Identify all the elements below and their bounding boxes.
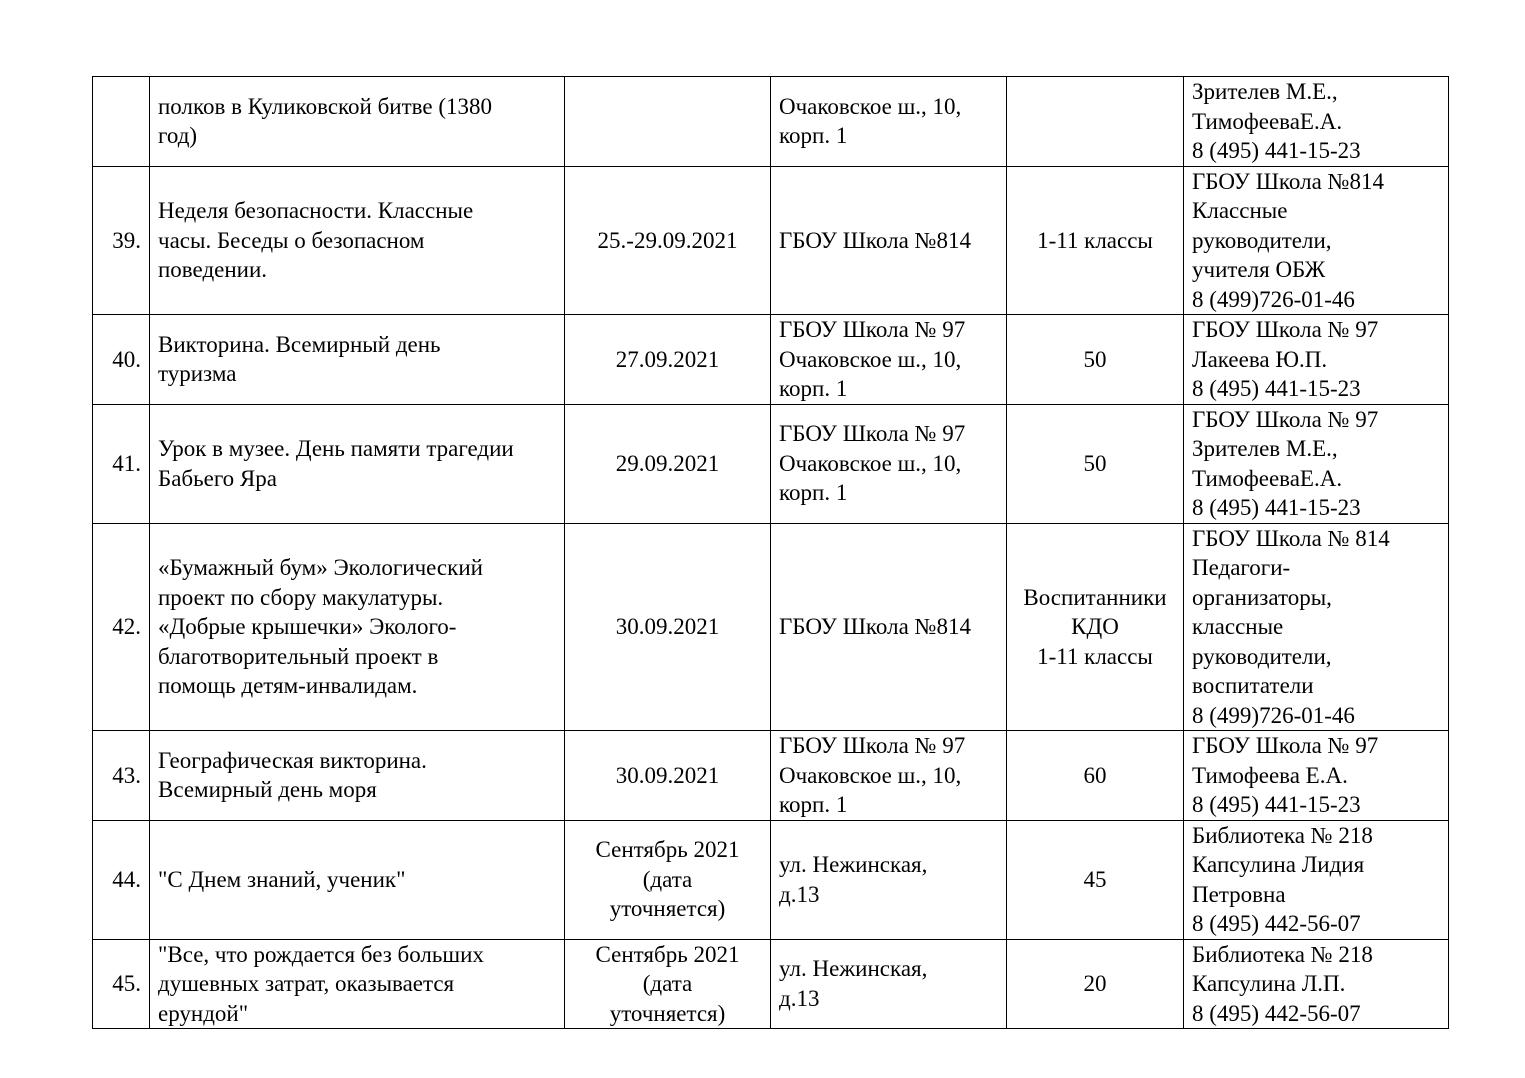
event-date: 30.09.2021 <box>565 523 771 731</box>
event-place: ГБОУ Школа № 97 Очаковское ш., 10, корп. 1 <box>771 404 1007 523</box>
event-responsible: Библиотека № 218 Капсулина Лидия Петровна 8 (495) 442-56-07 <box>1184 820 1449 939</box>
event-name: Географическая викторина. Всемирный день моря <box>150 731 565 821</box>
event-name: Урок в музее. День памяти трагедии Бабьего Яра <box>150 404 565 523</box>
event-place: Очаковское ш., 10, корп. 1 <box>771 77 1007 167</box>
event-responsible: ГБОУ Школа № 97 Тимофеева Е.А. 8 (495) 441-15-23 <box>1184 731 1449 821</box>
table-row <box>93 404 1449 523</box>
table-row <box>93 166 1449 315</box>
event-responsible: ГБОУ Школа № 814 Педагоги- организаторы, классные руководители, воспитатели 8 (499)726-01-46 <box>1184 523 1449 731</box>
event-date: 27.09.2021 <box>565 315 771 405</box>
event-place: ГБОУ Школа №814 <box>771 523 1007 731</box>
event-name: «Бумажный бум» Экологический проект по сбору макулатуры. «Добрые крышечки» Эколого- благотворительный проект в помощь детям-инвалидам. <box>150 523 565 731</box>
event-place: ул. Нежинская, д.13 <box>771 820 1007 939</box>
event-date: 30.09.2021 <box>565 731 771 821</box>
table-row <box>93 731 1449 821</box>
table-row <box>93 523 1449 731</box>
row-number: 41. <box>93 404 150 523</box>
event-date: 25.-29.09.2021 <box>565 166 771 315</box>
row-number: 39. <box>93 166 150 315</box>
table-row <box>93 939 1449 1029</box>
event-date: Сентябрь 2021 (дата уточняется) <box>565 820 771 939</box>
event-participants: 20 <box>1007 939 1184 1029</box>
row-number: 43. <box>93 731 150 821</box>
event-responsible: ГБОУ Школа № 97 Лакеева Ю.П. 8 (495) 441-15-23 <box>1184 315 1449 405</box>
event-participants: 50 <box>1007 404 1184 523</box>
event-date: Сентябрь 2021 (дата уточняется) <box>565 939 771 1029</box>
event-date <box>565 77 771 167</box>
event-responsible: ГБОУ Школа № 97 Зрителев М.Е., ТимофееваЕ.А. 8 (495) 441-15-23 <box>1184 404 1449 523</box>
event-name: "Все, что рождается без больших душевных затрат, оказывается ерундой" <box>150 939 565 1029</box>
event-name: Викторина. Всемирный день туризма <box>150 315 565 405</box>
event-place: ГБОУ Школа № 97 Очаковское ш., 10, корп. 1 <box>771 315 1007 405</box>
row-number: 45. <box>93 939 150 1029</box>
table-row <box>93 820 1449 939</box>
event-place: ГБОУ Школа №814 <box>771 166 1007 315</box>
row-number: 44. <box>93 820 150 939</box>
table-row <box>93 315 1449 405</box>
row-number: 40. <box>93 315 150 405</box>
table-row <box>93 77 1449 167</box>
event-participants: 1-11 классы <box>1007 166 1184 315</box>
event-participants: Воспитанники КДО 1-11 классы <box>1007 523 1184 731</box>
event-name: Неделя безопасности. Классные часы. Беседы о безопасном поведении. <box>150 166 565 315</box>
event-place: ГБОУ Школа № 97 Очаковское ш., 10, корп. 1 <box>771 731 1007 821</box>
event-participants: 60 <box>1007 731 1184 821</box>
events-table <box>92 76 1449 1029</box>
event-place: ул. Нежинская, д.13 <box>771 939 1007 1029</box>
event-name: полков в Куликовской битве (1380 год) <box>150 77 565 167</box>
row-number <box>93 77 150 167</box>
event-date: 29.09.2021 <box>565 404 771 523</box>
event-participants: 50 <box>1007 315 1184 405</box>
event-responsible: Библиотека № 218 Капсулина Л.П. 8 (495) 442-56-07 <box>1184 939 1449 1029</box>
event-name: "С Днем знаний, ученик" <box>150 820 565 939</box>
event-participants <box>1007 77 1184 167</box>
event-participants: 45 <box>1007 820 1184 939</box>
event-responsible: ГБОУ Школа №814 Классные руководители, учителя ОБЖ 8 (499)726-01-46 <box>1184 166 1449 315</box>
row-number: 42. <box>93 523 150 731</box>
event-responsible: Зрителев М.Е., ТимофееваЕ.А. 8 (495) 441-15-23 <box>1184 77 1449 167</box>
